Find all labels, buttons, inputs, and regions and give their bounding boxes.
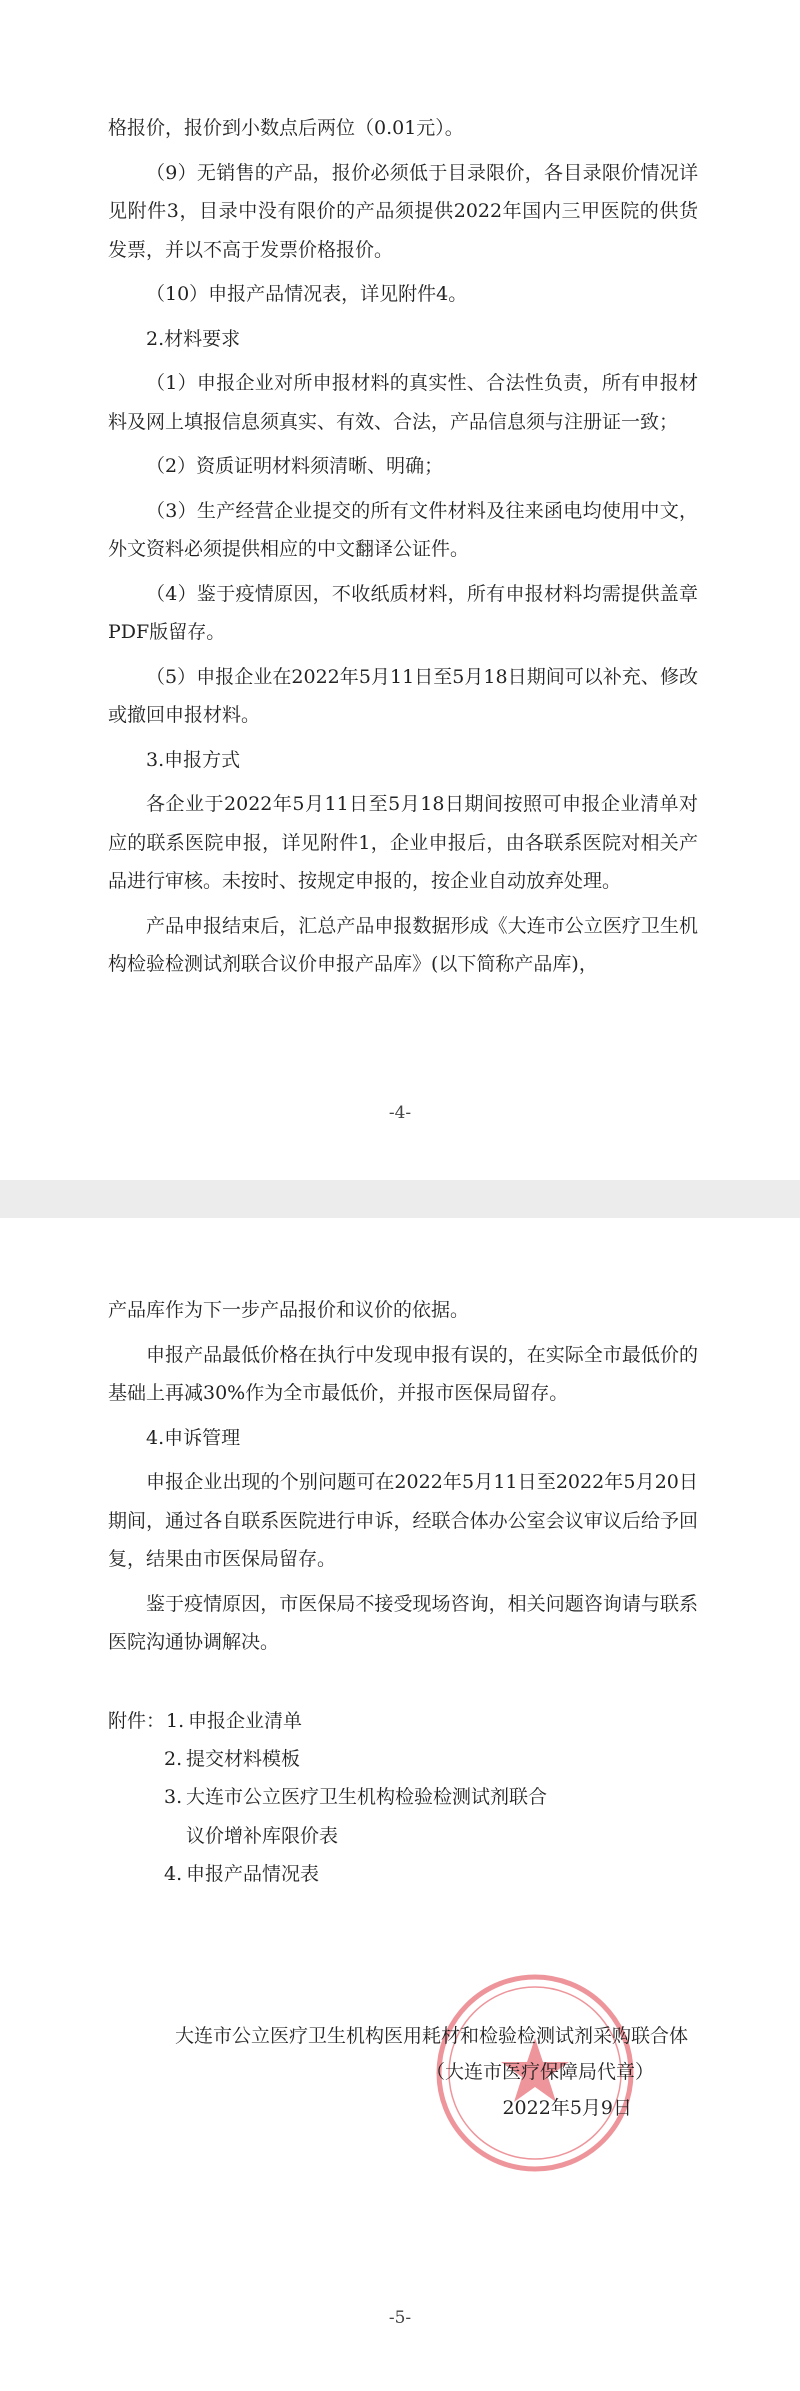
signature-block — [108, 2018, 688, 2126]
issue-date: 2022年5月9日 — [502, 2097, 632, 2119]
page-5-body — [108, 1291, 698, 1894]
paragraph: 申报产品最低价格在执行中发现申报有误的，在实际全市最低价的基础上再减30%作为全市最低价，并报市医保局留存。 — [108, 1343, 698, 1404]
issuing-organization: 大连市公立医疗卫生机构医用耗材和检验检测试剂采购联合体 — [174, 2025, 688, 2047]
attachments-label: 附件： — [108, 1709, 166, 1732]
attachment-number: 3. — [164, 1786, 183, 1808]
document-page-4 — [0, 0, 800, 1180]
seal-note: （大连市医疗保障局代章） — [425, 2061, 654, 2083]
page-4-body — [108, 109, 698, 990]
attachments-list — [108, 1702, 698, 1894]
paragraph: 产品申报结束后，汇总产品申报数据形成《大连市公立医疗卫生机构检验检测试剂联合议价申报产品库》(以下简称产品库)， — [108, 914, 698, 975]
paragraph: 各企业于2022年5月11日至5月18日期间按照可申报企业清单对应的联系医院申报，详见附件1，企业申报后，由各联系医院对相关产品进行审核。未按时、按规定申报的，按企业自动放弃处理。 — [108, 793, 698, 892]
attachment-title: 申报企业清单 — [188, 1709, 303, 1732]
attachment-item — [108, 1855, 698, 1894]
page-number: -5- — [388, 2308, 412, 2328]
attachment-number: 2. — [164, 1747, 183, 1770]
paragraph: 鉴于疫情原因，市医保局不接受现场咨询，相关问题咨询请与联系医院沟通协调解决。 — [108, 1592, 698, 1653]
document-page-5 — [0, 1218, 800, 2391]
attachment-item — [108, 1778, 698, 1855]
page-number: -4- — [388, 1103, 412, 1123]
attachment-item — [108, 1702, 698, 1740]
paragraph: （3）生产经营企业提交的所有文件材料及往来函电均使用中文，外文资料必须提供相应的中文翻译公证件。 — [108, 499, 698, 560]
paragraph: （2）资质证明材料须清晰、明确； — [146, 455, 444, 477]
paragraph: （5）申报企业在2022年5月11日至5月18日期间可以补充、修改或撤回申报材料。 — [108, 665, 698, 726]
section-heading: 3.申报方式 — [146, 748, 241, 771]
section-heading: 4.申诉管理 — [146, 1426, 241, 1449]
attachment-number: 1. — [166, 1709, 185, 1732]
attachment-title: 提交材料模板 — [186, 1747, 301, 1770]
paragraph: 格报价，报价到小数点后两位（0.01元）。 — [108, 117, 464, 139]
attachment-item — [108, 1740, 698, 1779]
paragraph: 申报企业出现的个别问题可在2022年5月11日至2022年5月20日期间，通过各自联系医院进行申诉，经联合体办公室会议审议后给予回复，结果由市医保局留存。 — [108, 1471, 698, 1570]
paragraph: 产品库作为下一步产品报价和议价的依据。 — [108, 1299, 470, 1321]
section-heading: 2.材料要求 — [146, 327, 241, 350]
paragraph: （10）申报产品情况表，详见附件4。 — [146, 283, 468, 305]
attachment-title: 申报产品情况表 — [186, 1863, 320, 1885]
paragraph: （1）申报企业对所申报材料的真实性、合法性负责，所有申报材料及网上填报信息须真实、有效、合法，产品信息须与注册证一致； — [108, 372, 698, 433]
paragraph: （4）鉴于疫情原因，不收纸质材料，所有申报材料均需提供盖章PDF版留存。 — [108, 582, 698, 643]
attachment-number: 4. — [164, 1863, 183, 1885]
attachment-title: 大连市公立医疗卫生机构检验检测试剂联合议价增补库限价表 — [186, 1786, 548, 1847]
paragraph: （9）无销售的产品，报价必须低于目录限价，各目录限价情况详见附件3，目录中没有限价的产品须提供2022年国内三甲医院的供货发票，并以不高于发票价格报价。 — [108, 161, 698, 261]
